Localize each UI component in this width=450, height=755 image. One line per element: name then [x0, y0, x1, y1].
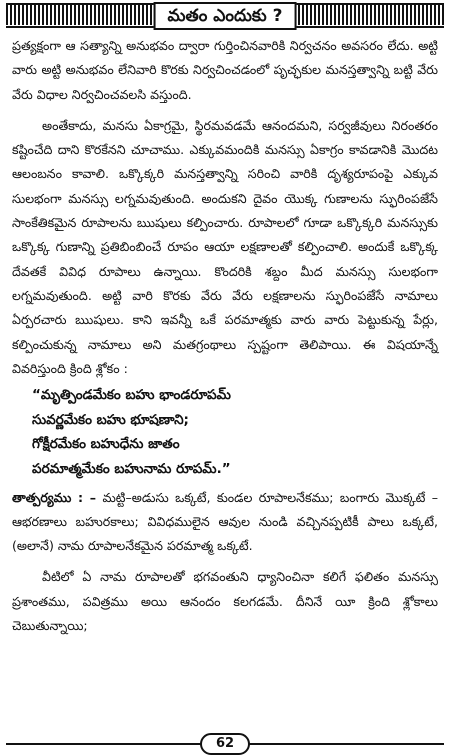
verse-line-3: గోక్షీరమేకం బహుధేను జాతం	[32, 436, 180, 453]
verse-line-1: “మృత్పిండమేకం బహు భాండరూపమ్	[32, 387, 231, 404]
verse-line-4: పరమాత్మమేకం బహునామ రూపమ్.”	[32, 460, 231, 477]
tatparyamu-label: తాత్పర్యము : –	[12, 489, 97, 505]
footer	[0, 733, 450, 753]
paragraph-4: వీటిలో ఏ నామ రూపాలతో భగవంతుని ధ్యానించినా కలిగే ఫలితం మనస్సు ప్రశాంతము, పవిత్రము అయి ఆనందం కలగడమే. దీనినే యీ క్రింది శ్లోకాలు చెబుతున్నాయి;	[12, 569, 438, 634]
page-title: మతం ఎందుకు ?	[154, 2, 297, 30]
paragraph-2: అంతేకాదు, మనసు ఏకాగ్రమై, స్థిరమవడమే ఆనందమని, సర్వజీవులు నిరంతరం కష్టించేది దాని కొరకేనని చూచాము. ఎక్కువమందికి మనస్సు ఏకాగ్రం కావడానికి మొదట ఆలంబనం కావాలి. ఒక్కొక్కరి మనస్తత్వాన్ని సరించి వారికి దృశ్యరూపంపై ఎక్కువ సులభంగా మనస్సు లగ్నమవుతుంది. అందుకని దైవం యొక్క గుణాలను స్ఫురింపజేసే సాంకేతికమైన రూపాలను ఋషులు కల్పించారు. రూపాలలో గూడా ఒక్కొక్కరి మనస్సుకు ఒక్కొక్క గుణాన్ని ప్రతిబింబించే రూపం ఆయా లక్షణాలతో కల్పించాలి. అందుకే ఒక్కొక్క దేవతకే వివిధ రూపాలు ఉన్నాయి. కొందరికి శబ్దం మీద మనస్సు సులభంగా లగ్నమవుతుంది. అట్టి వారి కొరకు వేరు వేరు లక్షణాలను స్ఫురింపజేసే నామాలు ఏర్పరచారు ఋషులు. కాని ఇవన్నీ ఒకే పరమాత్మకు వారు వారు పెట్టుకున్న పేర్లు, కల్పించుకున్న నామాలు అని మతగ్రంథాలు స్పష్టంగా తెలిపాయి. ఈ విషయాన్నే వివరిస్తుంది క్రింది శ్లోకం :	[12, 117, 438, 376]
body-text	[12, 34, 438, 638]
paragraph-1: ప్రత్యక్షంగా ఆ సత్యాన్ని అనుభవం ద్వారా గుర్తించినవారికి నిర్వచనం అవసరం లేదు. అట్టి వారు అట్టి అనుభవం లేనివారి కొరకు నిర్వచించడంలో పృచ్ఛకుల మనస్తత్వాన్ని బట్టి వేరు వేరు విధాల నిర్వచించవలసి వస్తుంది.	[12, 38, 438, 102]
paragraph-3	[12, 486, 438, 559]
header-band	[6, 3, 444, 29]
verse-line-2: సువర్ణమేకం బహు భూషణాని;	[32, 411, 189, 428]
page-number: 62	[200, 733, 250, 755]
sloka-verse	[12, 383, 438, 481]
tatparyamu-text: మట్టి–అడుసు ఒక్కటే, కుండల రూపాలనేకము; బంగారు మొక్కటే – ఆభరణాలు బహురకాలు; వివిధములైన ఆవుల నుండి వచ్చినప్పటికీ పాలు ఒక్కటే, (అలానే) నామ రూపాలనేకమైన పరమాత్మ ఒక్కటే.	[12, 489, 439, 554]
